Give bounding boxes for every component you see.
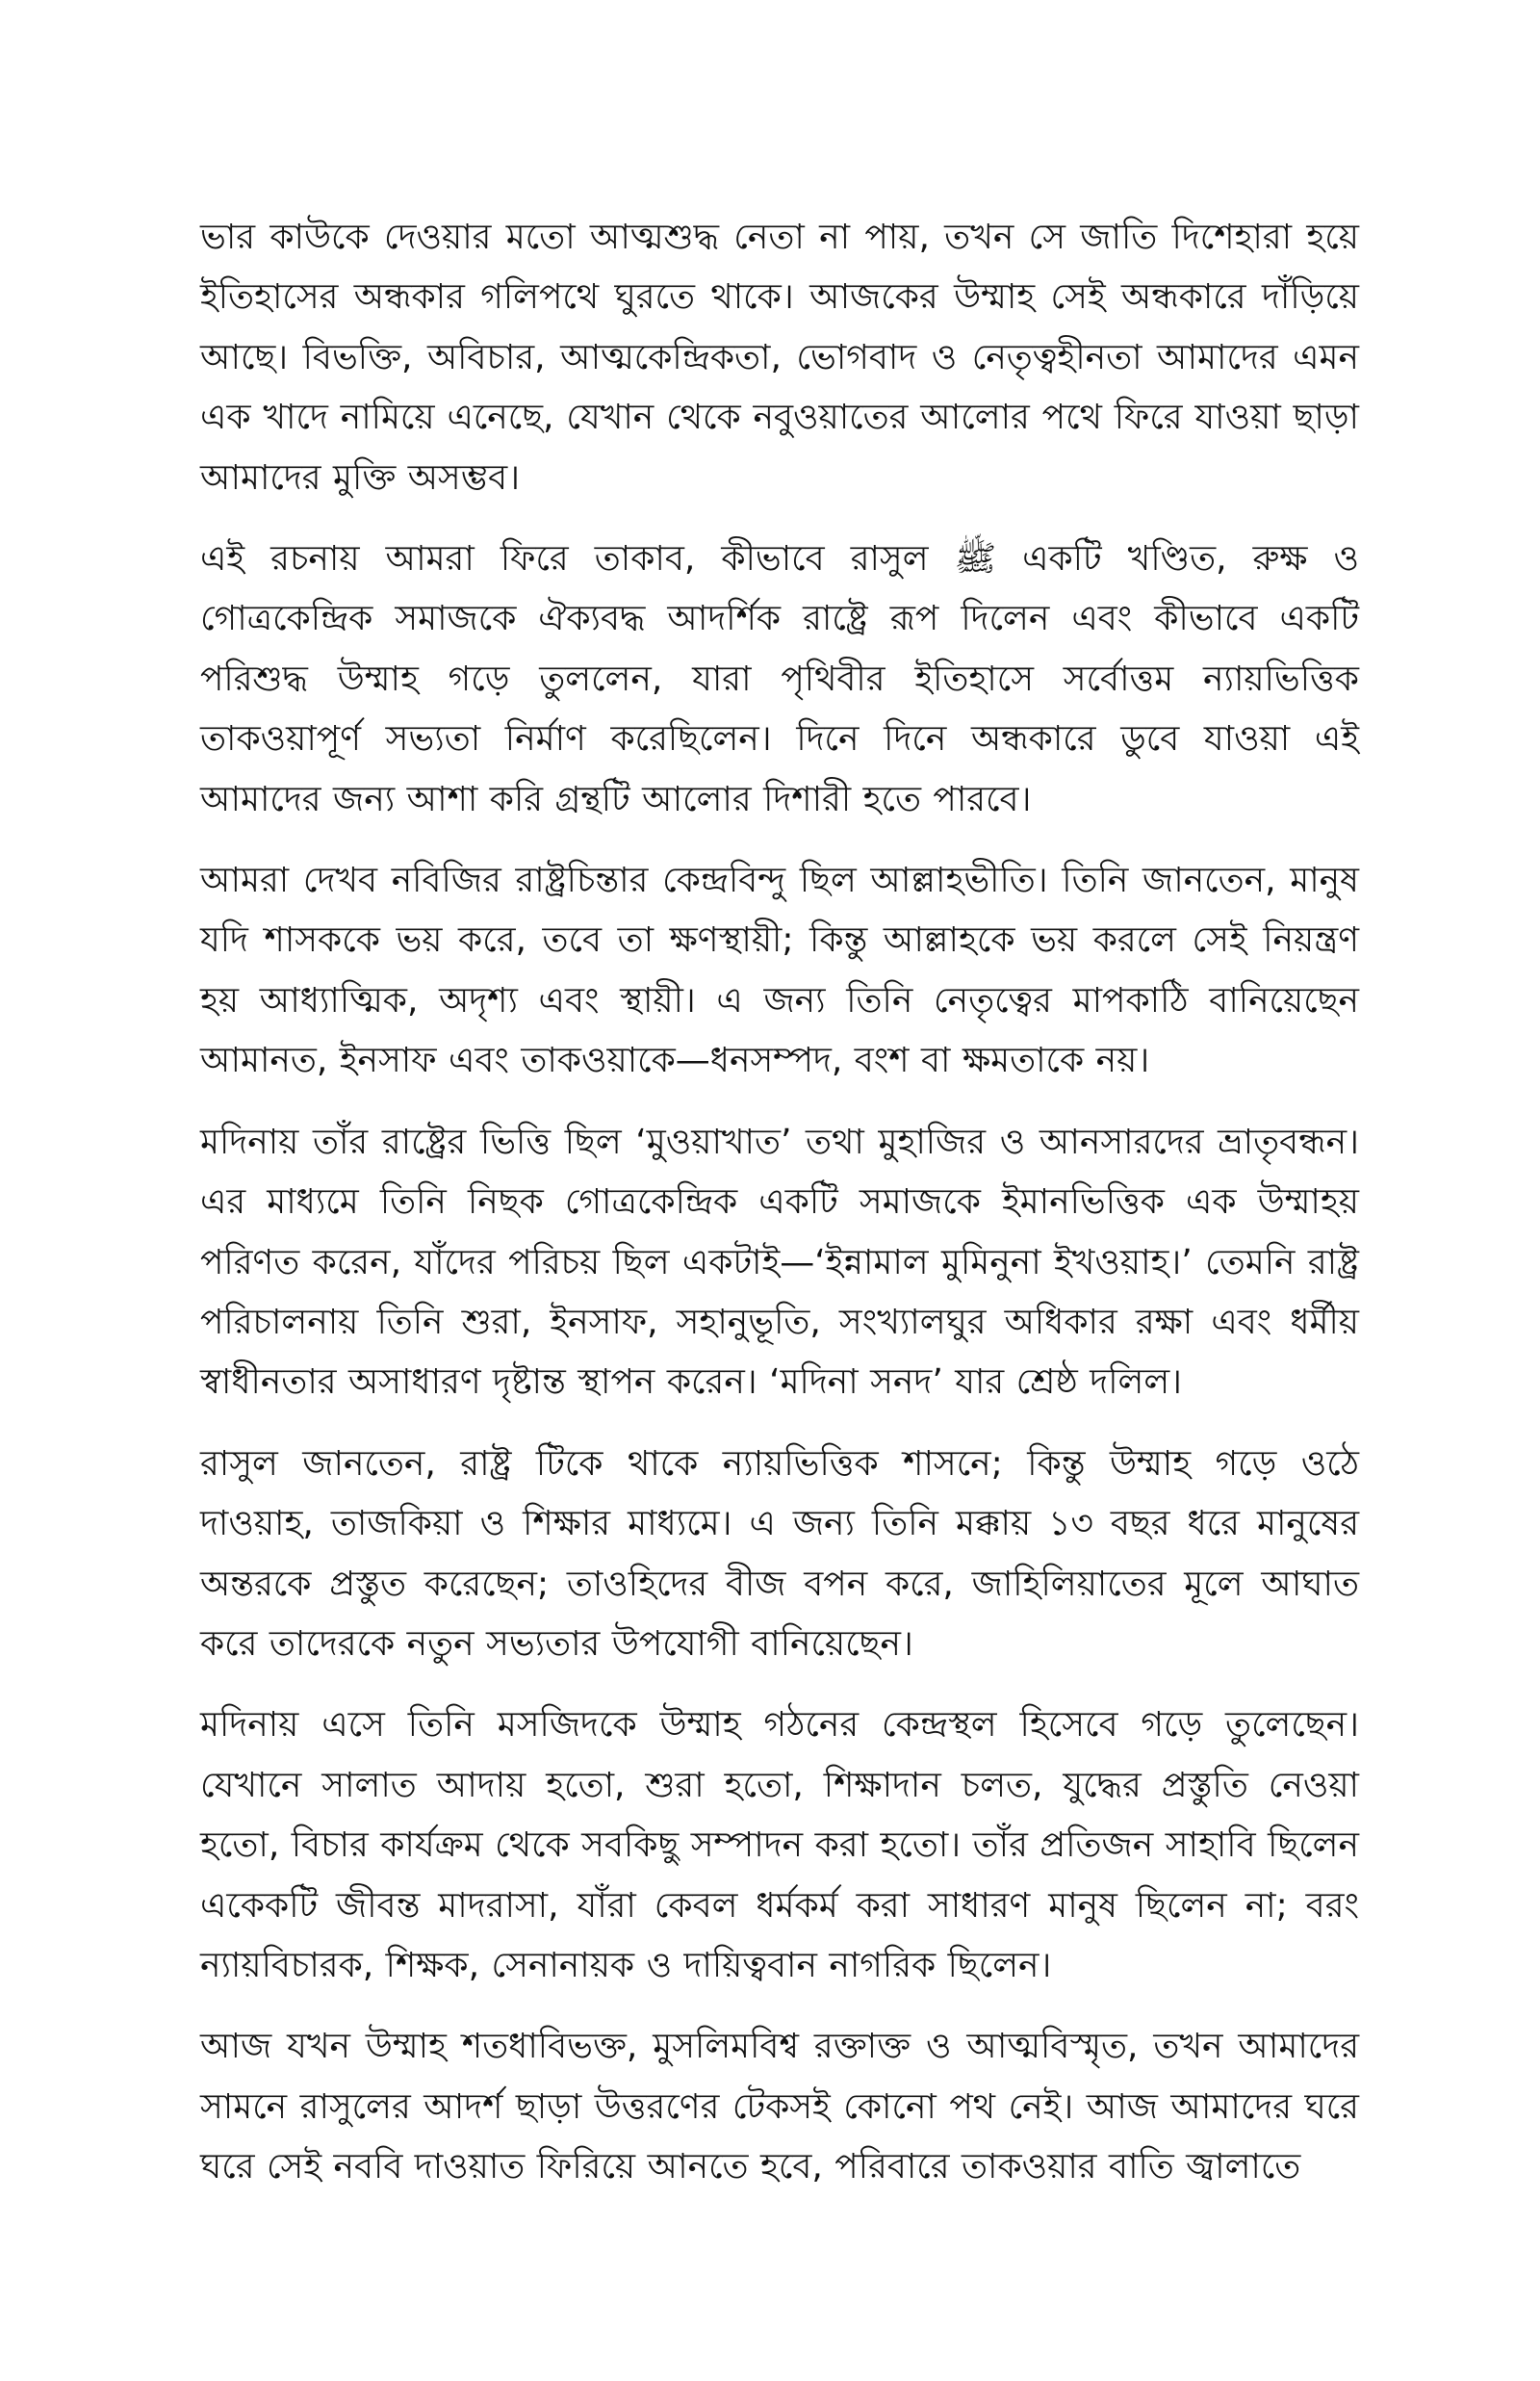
paragraph-5: রাসুল জানতেন, রাষ্ট্র টিকে থাকে ন্যায়ভিত্তিক শাসনে; কিন্তু উম্মাহ গড়ে ওঠে দাওয়াহ, তাজকিয়া ও শিক্ষার মাধ্যমে। এ জন্য তিনি মক্কায় ১৩ বছর ধরে মানুষের অন্তরকে প্রস্তুত করেছেন; তাওহিদের বীজ বপন করে, জাহিলিয়াতের মূলে আঘাত করে তাদেরকে নতুন সভ্যতার উপযোগী বানিয়েছেন। xyxy=(200,1443,1359,1664)
paragraph-4: মদিনায় তাঁর রাষ্ট্রের ভিত্তি ছিল ‘মুওয়াখাত’ তথা মুহাজির ও আনসারদের ভ্রাতৃবন্ধন। এর মাধ্যমে তিনি নিছক গোত্রকেন্দ্রিক একটি সমাজকে ইমানভিত্তিক এক উম্মাহয় পরিণত করেন, যাঁদের পরিচয় ছিল একটাই—‘ইন্নামাল মুমিনুনা ইখওয়াহ।’ তেমনি রাষ্ট্র পরিচালনায় তিনি শুরা, ইনসাফ, সহানুভূতি, সংখ্যালঘুর অধিকার রক্ষা এবং ধর্মীয় স্বাধীনতার অসাধারণ দৃষ্টান্ত স্থাপন করেন। ‘মদিনা সনদ’ যার শ্রেষ্ঠ দলিল। xyxy=(200,1122,1359,1403)
paragraph-6: মদিনায় এসে তিনি মসজিদকে উম্মাহ গঠনের কেন্দ্রস্থল হিসেবে গড়ে তুলেছেন। যেখানে সালাত আদায় হতো, শুরা হতো, শিক্ষাদান চলত, যুদ্ধের প্রস্তুতি নেওয়া হতো, বিচার কার্যক্রম থেকে সবকিছু সম্পাদন করা হতো। তাঁর প্রতিজন সাহাবি ছিলেন একেকটি জীবন্ত মাদরাসা, যাঁরা কেবল ধর্মকর্ম করা সাধারণ মানুষ ছিলেন না; বরং ন্যায়বিচারক, শিক্ষক, সেনানায়ক ও দায়িত্ববান নাগরিক ছিলেন। xyxy=(200,1705,1359,1985)
paragraph-7: আজ যখন উম্মাহ শতধাবিভক্ত, মুসলিমবিশ্ব রক্তাক্ত ও আত্মবিস্মৃত, তখন আমাদের সামনে রাসুলের আদর্শ ছাড়া উত্তরণের টেকসই কোনো পথ নেই। আজ আমাদের ঘরে ঘরে সেই নববি দাওয়াত ফিরিয়ে আনতে হবে, পরিবারে তাকওয়ার বাতি জ্বালাতে xyxy=(200,2027,1359,2187)
paragraph-1: ভার কাউকে দেওয়ার মতো আত্মশুদ্ধ নেতা না পায়, তখন সে জাতি দিশেহারা হয়ে ইতিহাসের অন্ধকার গলিপথে ঘুরতে থাকে। আজকের উম্মাহ সেই অন্ধকারে দাঁড়িয়ে আছে। বিভক্তি, অবিচার, আত্মকেন্দ্রিকতা, ভোগবাদ ও নেতৃত্বহীনতা আমাদের এমন এক খাদে নামিয়ে এনেছে, যেখান থেকে নবুওয়াতের আলোর পথে ফিরে যাওয়া ছাড়া আমাদের মুক্তি অসম্ভব। xyxy=(200,218,1359,498)
paragraph-2: এই রচনায় আমরা ফিরে তাকাব, কীভাবে রাসুল ﷺ একটি খণ্ডিত, রুক্ষ ও গোত্রকেন্দ্রিক সমাজকে ঐক্যবদ্ধ আদর্শিক রাষ্ট্রে রূপ দিলেন এবং কীভাবে একটি পরিশুদ্ধ উম্মাহ গড়ে তুললেন, যারা পৃথিবীর ইতিহাসে সর্বোত্তম ন্যায়ভিত্তিক তাকওয়াপূর্ণ সভ্যতা নির্মাণ করেছিলেন। দিনে দিনে অন্ধকারে ডুবে যাওয়া এই আমাদের জন্য আশা করি গ্রন্থটি আলোর দিশারী হতে পারবে। xyxy=(200,539,1359,819)
paragraph-3: আমরা দেখব নবিজির রাষ্ট্রচিন্তার কেন্দ্রবিন্দু ছিল আল্লাহভীতি। তিনি জানতেন, মানুষ যদি শাসককে ভয় করে, তবে তা ক্ষণস্থায়ী; কিন্তু আল্লাহকে ভয় করলে সেই নিয়ন্ত্রণ হয় আধ্যাত্মিক, অদৃশ্য এবং স্থায়ী। এ জন্য তিনি নেতৃত্বের মাপকাঠি বানিয়েছেন আমানত, ইনসাফ এবং তাকওয়াকে—ধনসম্পদ, বংশ বা ক্ষমতাকে নয়। xyxy=(200,861,1359,1081)
